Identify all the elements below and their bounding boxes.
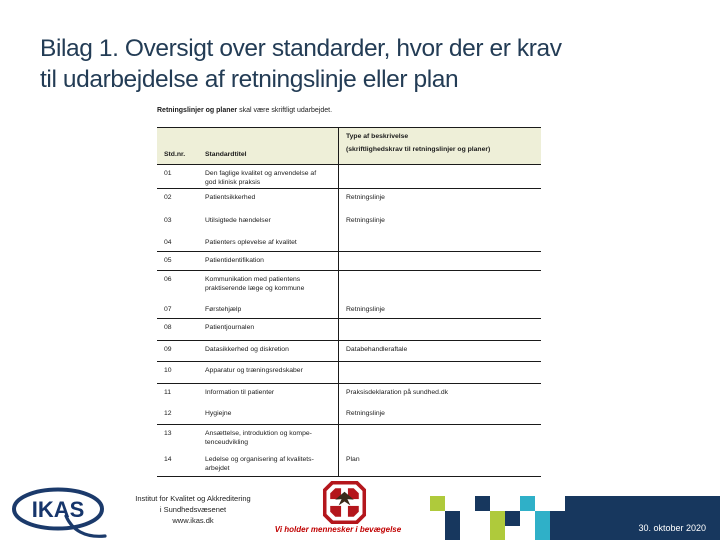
table-row xyxy=(157,384,541,405)
header-type-sub: (skriftlighedskrav til retningslinjer og planer) xyxy=(346,146,491,153)
cell-title-text: Patienters oplevelse af kvalitet xyxy=(205,239,297,246)
cell-type xyxy=(338,362,541,383)
cell-std-nr: 01 xyxy=(164,170,172,177)
cell-title xyxy=(205,165,338,188)
cell-title-text: Kommunikation med patientens praktiserende læge og kommune xyxy=(205,276,305,292)
cell-title xyxy=(205,189,338,212)
table-row xyxy=(157,341,541,362)
table-caption-rest: skal være skriftligt udarbejdet. xyxy=(237,107,333,114)
cell-title xyxy=(205,425,338,451)
cell-type: Retningslinje xyxy=(338,189,541,212)
table-row xyxy=(157,212,541,234)
cell-type xyxy=(338,271,541,301)
mosaic-square xyxy=(475,496,490,511)
table-row xyxy=(157,252,541,271)
cell-title-text: Datasikkerhed og diskretion xyxy=(205,346,289,353)
cell-type xyxy=(338,234,541,251)
cell-type: Plan xyxy=(338,451,541,476)
cell-title xyxy=(205,271,338,301)
cell-title-text: Ansættelse, introduktion og kompetenceudvikling xyxy=(205,430,312,446)
table-row xyxy=(157,425,541,451)
cell-title xyxy=(205,301,338,318)
slide-title-line1: Bilag 1. Oversigt over standarder, hvor der er krav xyxy=(40,35,562,62)
cell-type: Retningslinje xyxy=(338,212,541,234)
table-row xyxy=(157,319,541,341)
mosaic-square xyxy=(535,511,550,540)
cell-title-text: Førstehjælp xyxy=(205,306,242,313)
cell-std-nr: 13 xyxy=(164,430,172,437)
cell-type xyxy=(338,425,541,451)
cell-type: Retningslinje xyxy=(338,301,541,318)
standards-table xyxy=(157,127,541,477)
table-header-row xyxy=(157,127,541,165)
table-row xyxy=(157,189,541,212)
table-row xyxy=(157,271,541,301)
cell-std-nr: 08 xyxy=(164,324,172,331)
cell-title xyxy=(205,252,338,270)
ikas-logo-text: IKAS xyxy=(31,497,85,522)
cell-title xyxy=(205,341,338,361)
cell-title-text: Den faglige kvalitet og anvendelse af god klinisk praksis xyxy=(205,170,317,186)
date-banner xyxy=(565,496,720,540)
cell-title-text: Utilsigtede hændelser xyxy=(205,217,271,224)
header-standardtitel: Standardtitel xyxy=(205,151,247,158)
emblem-slogan: Vi holder mennesker i bevægelse xyxy=(274,525,402,534)
mosaic-square xyxy=(520,496,535,511)
institute-text xyxy=(110,493,276,526)
table-row xyxy=(157,362,541,384)
header-type xyxy=(338,128,541,164)
institute-line1: Institut for Kvalitet og Akkreditering xyxy=(135,494,251,503)
header-std-nr: Std.nr. xyxy=(164,151,186,158)
cell-title-text: Patientsikkerhed xyxy=(205,194,256,201)
cell-type: Retningslinje xyxy=(338,405,541,424)
cell-std-nr: 07 xyxy=(164,306,172,313)
header-type-title: Type af beskrivelse xyxy=(346,133,409,140)
cell-title xyxy=(205,405,338,424)
table-row xyxy=(157,405,541,425)
physiotherapy-emblem-icon xyxy=(322,480,367,530)
slide-date: 30. oktober 2020 xyxy=(638,523,706,533)
cell-type: Praksisdeklaration på sundhed.dk xyxy=(338,384,541,405)
table-row xyxy=(157,234,541,252)
table-row xyxy=(157,451,541,477)
table-caption-bold: Retningslinjer og planer xyxy=(157,107,238,114)
cell-title xyxy=(205,234,338,251)
cell-title xyxy=(205,384,338,405)
cell-title-text: Information til patienter xyxy=(205,389,275,396)
table-row xyxy=(157,165,541,189)
cell-std-nr: 09 xyxy=(164,346,172,353)
cell-type xyxy=(338,165,541,188)
slide-title xyxy=(40,33,700,95)
cell-title-text: Patientidentifikation xyxy=(205,257,264,264)
cell-std-nr: 04 xyxy=(164,239,172,246)
emblem-graphic xyxy=(322,480,367,525)
mosaic-square xyxy=(490,511,505,540)
cell-title xyxy=(205,212,338,234)
cell-title-text: Apparatur og træningsredskaber xyxy=(205,367,303,374)
cell-type xyxy=(338,319,541,340)
mosaic-square xyxy=(550,511,565,540)
cell-title-text: Patientjournalen xyxy=(205,324,255,331)
cell-std-nr: 11 xyxy=(164,389,172,396)
cell-std-nr: 03 xyxy=(164,217,172,224)
cell-std-nr: 06 xyxy=(164,276,172,283)
institute-url: www.ikas.dk xyxy=(172,516,214,525)
cell-title xyxy=(205,451,338,476)
cell-type xyxy=(338,252,541,270)
cell-std-nr: 14 xyxy=(164,456,172,463)
table-caption xyxy=(157,107,332,114)
cell-title-text: Hygiejne xyxy=(205,410,232,417)
ikas-logo xyxy=(10,486,108,547)
cell-type: Databehandleraftale xyxy=(338,341,541,361)
slide-title-line2: til udarbejdelse af retningslinje eller plan xyxy=(40,66,459,93)
cell-title xyxy=(205,319,338,340)
ikas-logo-graphic xyxy=(10,486,108,542)
mosaic-square xyxy=(430,496,445,511)
mosaic-square xyxy=(505,511,520,526)
cell-std-nr: 12 xyxy=(164,410,172,417)
cell-title xyxy=(205,362,338,383)
cell-std-nr: 05 xyxy=(164,257,172,264)
cell-std-nr: 10 xyxy=(164,367,172,374)
institute-line2: i Sundhedsvæsenet xyxy=(159,505,227,514)
table-row xyxy=(157,301,541,319)
cell-title-text: Ledelse og organisering af kvalitetsarbejdet xyxy=(205,456,314,472)
cell-std-nr: 02 xyxy=(164,194,172,201)
mosaic-square xyxy=(445,511,460,540)
